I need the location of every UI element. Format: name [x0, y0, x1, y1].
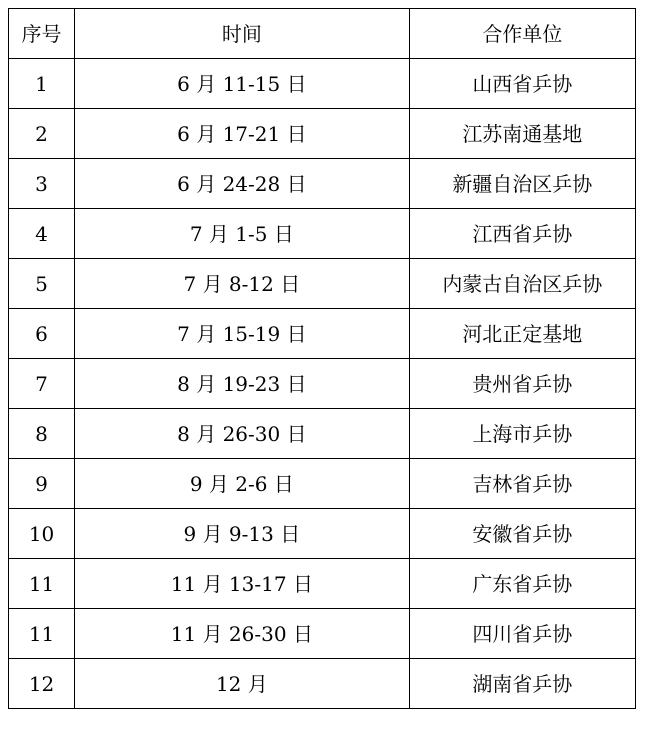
table-row [9, 159, 636, 209]
row-partner-cell: 广东省乒协 [409, 559, 635, 609]
row-index-cell: 4 [9, 209, 75, 259]
row-index-cell: 8 [9, 409, 75, 459]
row-time-cell: 7 月 1-5 日 [75, 209, 410, 259]
row-time-cell: 7 月 8-12 日 [75, 259, 410, 309]
row-index-cell: 11 [9, 559, 75, 609]
row-partner-cell: 湖南省乒协 [409, 659, 635, 709]
row-index-cell: 1 [9, 59, 75, 109]
row-partner-cell: 上海市乒协 [409, 409, 635, 459]
header-row [9, 9, 636, 59]
row-time-cell: 9 月 2-6 日 [75, 459, 410, 509]
header-partner: 合作单位 [409, 9, 635, 59]
row-index-cell: 7 [9, 359, 75, 409]
row-time-cell: 11 月 13-17 日 [75, 559, 410, 609]
row-time-cell: 6 月 11-15 日 [75, 59, 410, 109]
row-time-cell: 11 月 26-30 日 [75, 609, 410, 659]
header-index: 序号 [9, 9, 75, 59]
table-row [9, 459, 636, 509]
row-time-cell: 8 月 19-23 日 [75, 359, 410, 409]
row-partner-cell: 四川省乒协 [409, 609, 635, 659]
row-index-cell: 10 [9, 509, 75, 559]
row-time-cell: 8 月 26-30 日 [75, 409, 410, 459]
row-partner-cell: 江西省乒协 [409, 209, 635, 259]
row-time-cell: 7 月 15-19 日 [75, 309, 410, 359]
table-row [9, 659, 636, 709]
schedule-table [8, 8, 636, 709]
header-time: 时间 [75, 9, 410, 59]
row-partner-cell: 江苏南通基地 [409, 109, 635, 159]
table-row [9, 559, 636, 609]
table-row [9, 59, 636, 109]
row-partner-cell: 新疆自治区乒协 [409, 159, 635, 209]
table-row [9, 509, 636, 559]
row-partner-cell: 河北正定基地 [409, 309, 635, 359]
row-index-cell: 6 [9, 309, 75, 359]
row-partner-cell: 吉林省乒协 [409, 459, 635, 509]
row-partner-cell: 贵州省乒协 [409, 359, 635, 409]
table-row [9, 209, 636, 259]
row-partner-cell: 山西省乒协 [409, 59, 635, 109]
row-time-cell: 12 月 [75, 659, 410, 709]
table-row [9, 609, 636, 659]
row-partner-cell: 内蒙古自治区乒协 [409, 259, 635, 309]
row-time-cell: 9 月 9-13 日 [75, 509, 410, 559]
row-index-cell: 5 [9, 259, 75, 309]
row-partner-cell: 安徽省乒协 [409, 509, 635, 559]
row-index-cell: 12 [9, 659, 75, 709]
table-row [9, 109, 636, 159]
table-row [9, 259, 636, 309]
table-row [9, 409, 636, 459]
table-body [9, 59, 636, 709]
table-row [9, 309, 636, 359]
row-time-cell: 6 月 17-21 日 [75, 109, 410, 159]
row-index-cell: 9 [9, 459, 75, 509]
row-index-cell: 3 [9, 159, 75, 209]
row-index-cell: 2 [9, 109, 75, 159]
row-index-cell: 11 [9, 609, 75, 659]
row-time-cell: 6 月 24-28 日 [75, 159, 410, 209]
table-row [9, 359, 636, 409]
